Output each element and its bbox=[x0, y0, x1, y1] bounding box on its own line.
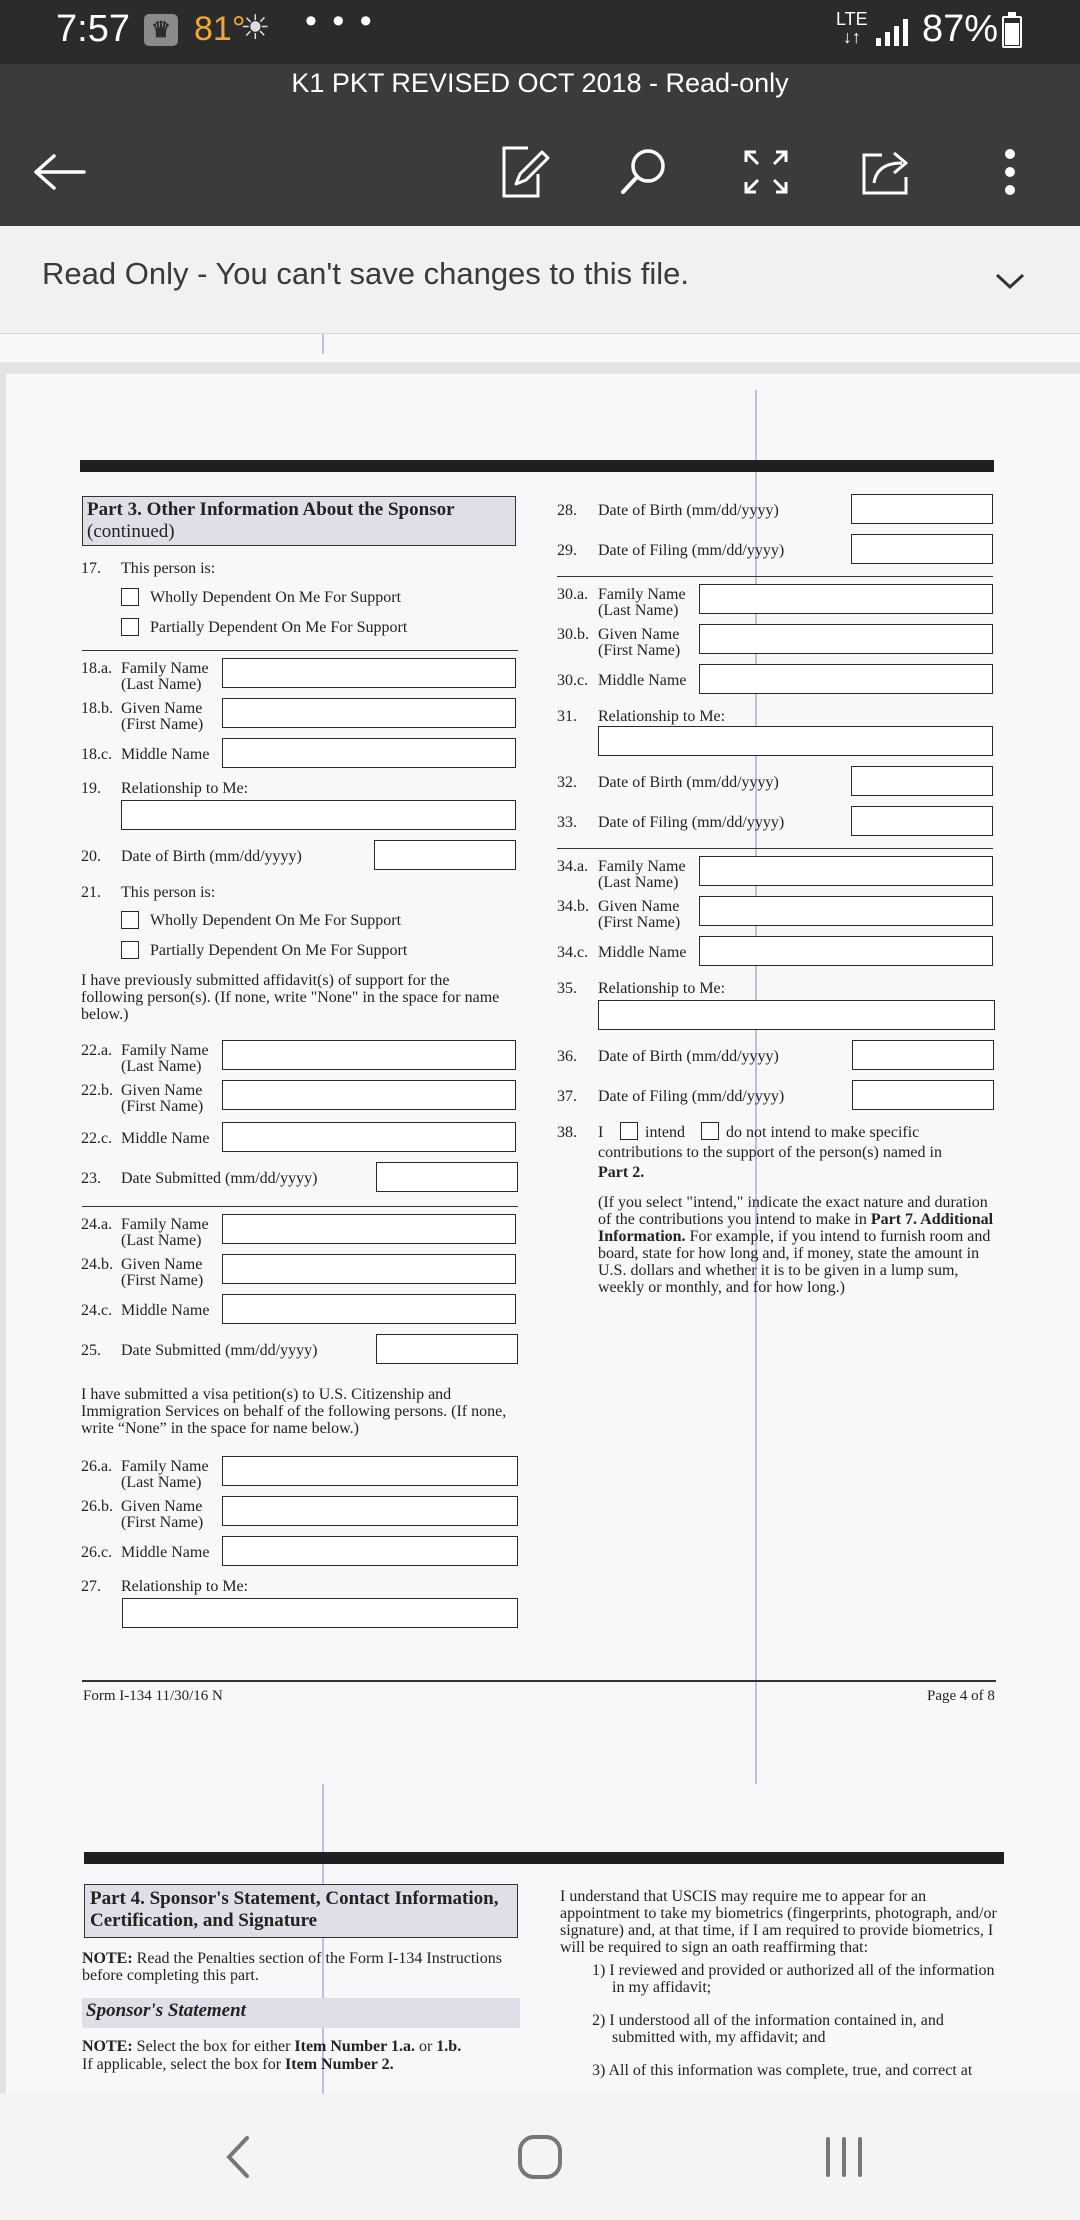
option-label: intend bbox=[645, 1124, 685, 1141]
q32-dob-field[interactable] bbox=[851, 766, 993, 796]
item-number: 30.a. bbox=[557, 586, 589, 603]
item-number: 33. bbox=[557, 814, 577, 831]
field-label: Date of Birth (mm/dd/yyyy) bbox=[598, 502, 779, 519]
q24a-family-name-field[interactable] bbox=[222, 1214, 516, 1244]
field-label: Given Name bbox=[121, 1498, 203, 1515]
q21-partially-checkbox[interactable] bbox=[121, 941, 139, 959]
q34c-middle-name-field[interactable] bbox=[699, 936, 993, 966]
field-label: This person is: bbox=[121, 560, 216, 577]
field-label: Family Name bbox=[121, 1216, 209, 1233]
item-number: 24.b. bbox=[81, 1256, 113, 1273]
field-label: contributions to the support of the person(s) named in bbox=[598, 1144, 942, 1161]
item-number: 22.b. bbox=[81, 1082, 113, 1099]
fullscreen-icon bbox=[742, 148, 790, 196]
q30c-middle-name-field[interactable] bbox=[699, 664, 993, 694]
field-label: Given Name bbox=[598, 898, 680, 915]
item-number: 29. bbox=[557, 542, 577, 559]
partly-sunny-icon: ☀ bbox=[240, 9, 271, 47]
q35-relationship-field[interactable] bbox=[598, 1000, 995, 1030]
penalties-note: NOTE: Read the Penalties section of the Form I-134 Instructions before completing this part. bbox=[82, 1950, 502, 1984]
item-number: 36. bbox=[557, 1048, 577, 1065]
field-label: Middle Name bbox=[598, 672, 687, 689]
field-label: Part 2. bbox=[598, 1164, 645, 1181]
q30a-family-name-field[interactable] bbox=[699, 584, 993, 614]
read-only-banner bbox=[0, 226, 1080, 334]
form-footer: Form I-134 11/30/16 N bbox=[83, 1688, 223, 1704]
item-number: 34.b. bbox=[557, 898, 589, 915]
field-label: Family Name bbox=[121, 1458, 209, 1475]
field-label: Given Name bbox=[121, 1082, 203, 1099]
field-label: Date Submitted (mm/dd/yyyy) bbox=[121, 1170, 318, 1187]
option-label: Partially Dependent On Me For Support bbox=[150, 619, 408, 636]
q17-wholly-checkbox[interactable] bbox=[121, 588, 139, 606]
q26b-given-name-field[interactable] bbox=[222, 1496, 518, 1526]
edit-icon bbox=[498, 144, 550, 200]
option-label: Wholly Dependent On Me For Support bbox=[150, 589, 402, 606]
oath-item-1: 1) I reviewed and provided or authorized all of the information in my affidavit; bbox=[592, 1962, 995, 1996]
item-number: 18.c. bbox=[81, 746, 113, 763]
field-label: Middle Name bbox=[121, 1130, 210, 1147]
item-number: 21. bbox=[81, 884, 101, 901]
field-label: Date of Birth (mm/dd/yyyy) bbox=[121, 848, 302, 865]
top-rule bbox=[84, 1852, 1004, 1864]
q21-wholly-checkbox[interactable] bbox=[121, 911, 139, 929]
signal-icon bbox=[876, 18, 912, 46]
sponsor-statement-header: Sponsor's Statement bbox=[82, 1998, 520, 2028]
nav-home-button[interactable] bbox=[500, 2122, 580, 2192]
item-number: 30.c. bbox=[557, 672, 589, 689]
q38-instructions: (If you select "intend," indicate the exact nature and duration of the contributions you intend to make in Part 7. Additional Information. For example, if you intend to furnish room and board, state for how long and, if money, state the amount in U.S. dollars and whether it is to be given in a lump sum, weekly or monthly, and for how long.) bbox=[598, 1194, 994, 1296]
more-vert-icon bbox=[1000, 147, 1020, 197]
fullscreen-button[interactable] bbox=[730, 136, 802, 208]
q33-date-filing-field[interactable] bbox=[851, 806, 993, 836]
item-number: 34.a. bbox=[557, 858, 589, 875]
item-number: 22.a. bbox=[81, 1042, 113, 1059]
document-title: K1 PKT REVISED OCT 2018 - Read-only bbox=[291, 68, 789, 98]
oath-item-2: 2) I understood all of the information contained in, and submitted with, my affidavit; and bbox=[592, 2012, 944, 2046]
page-number: Page 4 of 8 bbox=[927, 1688, 995, 1704]
field-label: Middle Name bbox=[598, 944, 687, 961]
field-label: (First Name) bbox=[598, 642, 681, 659]
q20-dob-field[interactable] bbox=[374, 840, 516, 870]
home-nav-icon bbox=[516, 2133, 564, 2181]
q24c-middle-name-field[interactable] bbox=[222, 1294, 516, 1324]
q30b-given-name-field[interactable] bbox=[699, 624, 993, 654]
field-label: I bbox=[598, 1124, 604, 1141]
part3-header: Part 3. Other Information About the Sponsor (continued) bbox=[82, 496, 516, 546]
item-number: 22.c. bbox=[81, 1130, 113, 1147]
status-time: 7:57 bbox=[56, 8, 130, 50]
section-rule bbox=[82, 650, 518, 651]
oath-item-3: 3) All of this information was complete, true, and correct at bbox=[592, 2062, 973, 2079]
q19-relationship-field[interactable] bbox=[121, 800, 516, 830]
field-label: Given Name bbox=[598, 626, 680, 643]
read-only-message: Read Only - You can't save changes to this file. bbox=[42, 256, 689, 291]
q38-do-not-intend-checkbox[interactable] bbox=[701, 1122, 719, 1140]
q36-dob-field[interactable] bbox=[852, 1040, 994, 1070]
option-label: Wholly Dependent On Me For Support bbox=[150, 912, 402, 929]
field-label: Middle Name bbox=[121, 1302, 210, 1319]
crown-app-icon: ♛ bbox=[144, 14, 178, 46]
field-label: Date of Filing (mm/dd/yyyy) bbox=[598, 1088, 785, 1105]
item-number: 34.c. bbox=[557, 944, 589, 961]
field-label: (First Name) bbox=[121, 1514, 204, 1531]
q34b-given-name-field[interactable] bbox=[699, 896, 993, 926]
affidavit-instruction: I have previously submitted affidavit(s) of support for the following person(s). (If none, write "None" in the space for name below.) bbox=[81, 972, 500, 1023]
q24b-given-name-field[interactable] bbox=[222, 1254, 516, 1284]
q26c-middle-name-field[interactable] bbox=[222, 1536, 518, 1566]
more-options-button[interactable] bbox=[974, 136, 1046, 208]
battery-icon bbox=[1002, 16, 1022, 48]
section-rule bbox=[82, 1206, 518, 1207]
option-label: do not intend to make specific bbox=[726, 1124, 920, 1141]
q38-intend-checkbox[interactable] bbox=[620, 1122, 638, 1140]
q23-date-submitted-field[interactable] bbox=[376, 1162, 518, 1192]
system-nav-bar bbox=[0, 2094, 1080, 2220]
field-label: Relationship to Me: bbox=[121, 1578, 249, 1595]
footer-rule bbox=[82, 1680, 996, 1682]
field-label: (First Name) bbox=[121, 1272, 204, 1289]
item-number: 27. bbox=[81, 1578, 101, 1595]
selection-note-line2: If applicable, select the box for Item Number 2. bbox=[82, 2056, 394, 2073]
nav-back-button[interactable] bbox=[198, 2122, 278, 2192]
field-label: Given Name bbox=[121, 1256, 203, 1273]
app-bar bbox=[0, 64, 1080, 226]
item-number: 35. bbox=[557, 980, 577, 997]
item-number: 17. bbox=[81, 560, 101, 577]
field-label: (Last Name) bbox=[598, 602, 679, 619]
item-number: 20. bbox=[81, 848, 101, 865]
field-label: (Last Name) bbox=[121, 1474, 202, 1491]
item-number: 18.a. bbox=[81, 660, 113, 677]
item-number: 38. bbox=[557, 1124, 577, 1141]
item-number: 31. bbox=[557, 708, 577, 725]
field-label: (Last Name) bbox=[121, 1058, 202, 1075]
lte-icon: LTE ↓↑ bbox=[836, 9, 868, 47]
item-number: 19. bbox=[81, 780, 101, 797]
field-label: Family Name bbox=[598, 586, 686, 603]
edit-button[interactable] bbox=[488, 136, 560, 208]
field-label: Relationship to Me: bbox=[598, 980, 726, 997]
item-number: 28. bbox=[557, 502, 577, 519]
field-label: (First Name) bbox=[121, 716, 204, 733]
battery-level: 87% bbox=[922, 8, 999, 50]
biometrics-paragraph: I understand that USCIS may require me to appear for an appointment to take my biometrics (fingerprints, photograph, and/or signature) and, at that time, if I am required to provide biometrics, I will be required to sign an oath reaffirming that: bbox=[560, 1888, 997, 1956]
q27-relationship-field[interactable] bbox=[122, 1598, 518, 1628]
field-label: Date of Filing (mm/dd/yyyy) bbox=[598, 814, 785, 831]
chevron-down-icon bbox=[994, 271, 1026, 291]
item-number: 24.c. bbox=[81, 1302, 113, 1319]
field-label: (First Name) bbox=[598, 914, 681, 931]
field-label: Family Name bbox=[598, 858, 686, 875]
field-label: Family Name bbox=[121, 1042, 209, 1059]
item-number: 25. bbox=[81, 1342, 101, 1359]
selection-note: NOTE: Select the box for either Item Number 1.a. or 1.b. bbox=[82, 2038, 462, 2055]
back-button[interactable] bbox=[24, 136, 96, 208]
expand-banner-button[interactable] bbox=[985, 256, 1035, 306]
q17-partially-checkbox[interactable] bbox=[121, 618, 139, 636]
item-number: 30.b. bbox=[557, 626, 589, 643]
field-label: (First Name) bbox=[121, 1098, 204, 1115]
share-icon bbox=[860, 147, 916, 197]
item-number: 24.a. bbox=[81, 1216, 113, 1233]
field-label: Date of Birth (mm/dd/yyyy) bbox=[598, 1048, 779, 1065]
field-label: Given Name bbox=[121, 700, 203, 717]
field-label: This person is: bbox=[121, 884, 216, 901]
field-label: (Last Name) bbox=[121, 1232, 202, 1249]
q31-relationship-field[interactable] bbox=[598, 726, 993, 756]
item-number: 37. bbox=[557, 1088, 577, 1105]
field-label: Relationship to Me: bbox=[121, 780, 249, 797]
back-nav-icon bbox=[223, 2134, 253, 2180]
q26a-family-name-field[interactable] bbox=[222, 1456, 518, 1486]
q25-date-submitted-field[interactable] bbox=[376, 1334, 518, 1364]
field-label: Middle Name bbox=[121, 1544, 210, 1561]
visa-petition-instruction: I have submitted a visa petition(s) to U.S. Citizenship and Immigration Services on behalf of the following persons. (If none, write “None” in the space for name below.) bbox=[81, 1386, 507, 1437]
search-button[interactable] bbox=[608, 136, 680, 208]
q34a-family-name-field[interactable] bbox=[699, 856, 993, 886]
section-rule bbox=[557, 576, 993, 577]
field-label: Date of Filing (mm/dd/yyyy) bbox=[598, 542, 785, 559]
q22c-middle-name-field[interactable] bbox=[222, 1122, 516, 1152]
field-label: (Last Name) bbox=[598, 874, 679, 891]
field-label: Date of Birth (mm/dd/yyyy) bbox=[598, 774, 779, 791]
q22b-given-name-field[interactable] bbox=[222, 1080, 516, 1110]
option-label: Partially Dependent On Me For Support bbox=[150, 942, 408, 959]
q18b-given-name-field[interactable] bbox=[222, 698, 516, 728]
item-number: 18.b. bbox=[81, 700, 113, 717]
top-rule bbox=[80, 460, 994, 472]
recents-nav-icon bbox=[822, 2135, 866, 2179]
q37-date-filing-field[interactable] bbox=[852, 1080, 994, 1110]
field-label: Date Submitted (mm/dd/yyyy) bbox=[121, 1342, 318, 1359]
item-number: 26.c. bbox=[81, 1544, 113, 1561]
item-number: 23. bbox=[81, 1170, 101, 1187]
q22a-family-name-field[interactable] bbox=[222, 1040, 516, 1070]
item-number: 26.b. bbox=[81, 1498, 113, 1515]
back-arrow-icon bbox=[32, 152, 88, 192]
document-viewer[interactable] bbox=[0, 334, 1080, 2094]
q28-dob-field[interactable] bbox=[851, 494, 993, 524]
field-label: Family Name bbox=[121, 660, 209, 677]
q18a-family-name-field[interactable] bbox=[222, 658, 516, 688]
status-bar bbox=[0, 0, 1080, 64]
q29-date-filing-field[interactable] bbox=[851, 534, 993, 564]
part4-header: Part 4. Sponsor's Statement, Contact Information, Certification, and Signature bbox=[84, 1884, 518, 1938]
status-temperature: 81° bbox=[194, 10, 246, 48]
item-number: 32. bbox=[557, 774, 577, 791]
nav-recents-button[interactable] bbox=[804, 2122, 884, 2192]
search-icon bbox=[618, 146, 670, 198]
field-label: Middle Name bbox=[121, 746, 210, 763]
field-label: (Last Name) bbox=[121, 676, 202, 693]
share-button[interactable] bbox=[852, 136, 924, 208]
section-rule bbox=[557, 848, 993, 849]
more-notifications-icon: • • • bbox=[305, 2, 375, 40]
field-label: Relationship to Me: bbox=[598, 708, 726, 725]
item-number: 26.a. bbox=[81, 1458, 113, 1475]
page-5 bbox=[6, 1784, 1080, 2094]
q18c-middle-name-field[interactable] bbox=[222, 738, 516, 768]
